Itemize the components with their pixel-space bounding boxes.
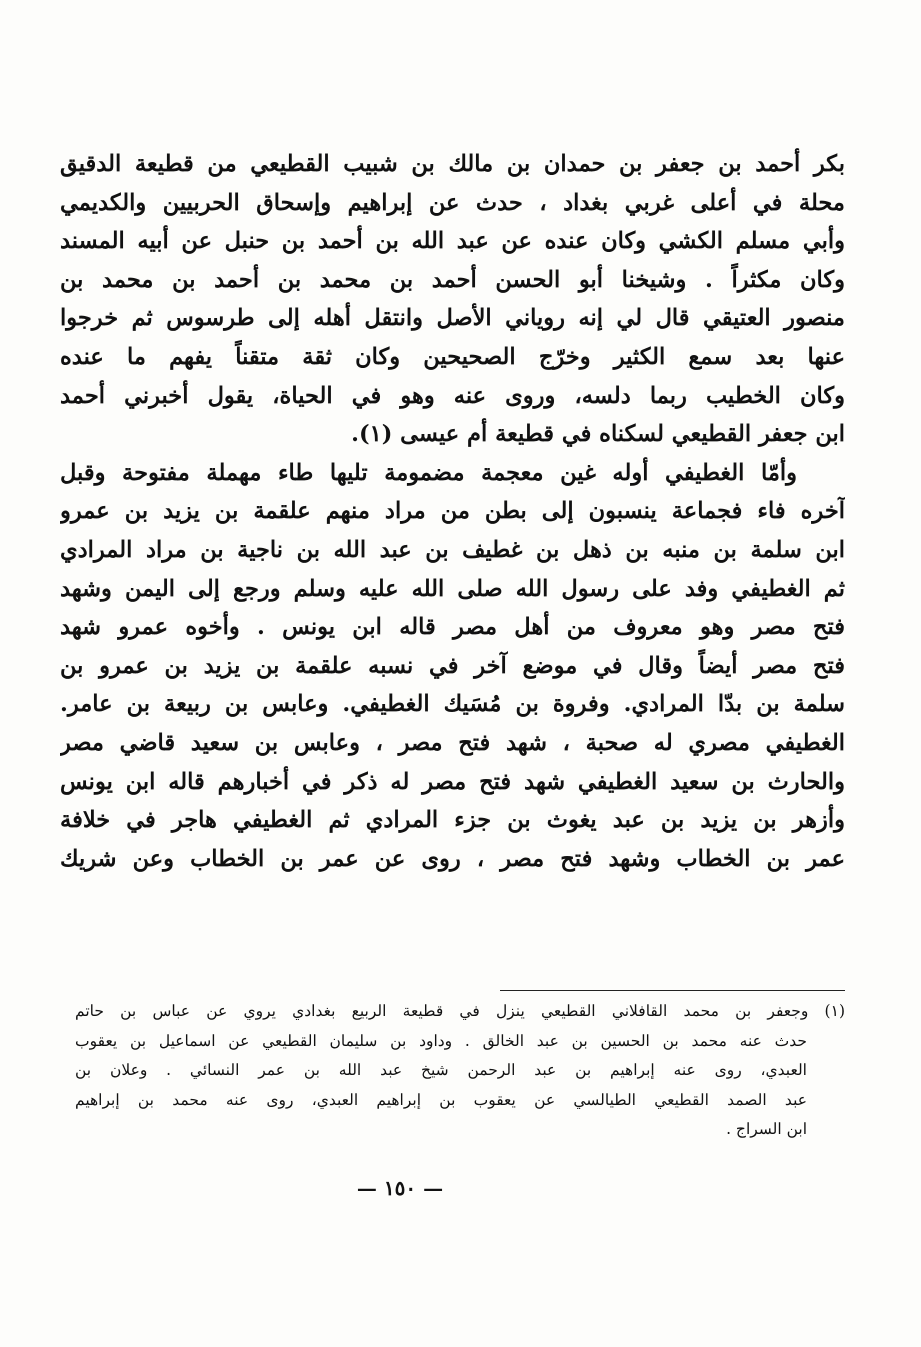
text-line: آخره فاء فجماعة ينسبون إلى بطن من مراد منهم علقمة بن يزيد بن عمرو xyxy=(60,498,845,525)
text-line: منصور العتيقي قال لي إنه روياني الأصل وانتقل أهله إلى طرسوس ثم خرجوا xyxy=(60,305,845,332)
footnotes-block xyxy=(75,997,845,1145)
footnote-line: ابن السراج . xyxy=(726,1120,807,1139)
text-line: سلمة بن بدّا المرادي. وفروة بن مُسَيك الغطيفي. وعابس بن ربيعة بن عامر. xyxy=(60,691,845,718)
text-line: عمر بن الخطاب وشهد فتح مصر ، روى عن عمر بن الخطاب وعن شريك xyxy=(60,845,845,872)
footnote-line: حدث عنه محمد بن الحسين بن عبد الخالق . وداود بن سليمان القطيعي عن اسماعيل بن يعقوب xyxy=(75,1031,807,1050)
text-line: محلة في أعلى غربي بغداد ، حدث عن إبراهيم وإسحاق الحربيين والكديمي xyxy=(60,189,845,216)
text-line: الغطيفي مصري له صحبة ، شهد فتح مصر ، وعابس بن سعيد قاضي مصر xyxy=(60,729,845,756)
page-number: — ١٥٠ — xyxy=(356,1176,444,1200)
text-line: ثم الغطيفي وفد على رسول الله صلى الله عليه وسلم ورجع إلى اليمن وشهد xyxy=(60,575,845,602)
footnote-line: (١) وجعفر بن محمد القافلاني القطيعي ينزل في قطيعة الربيع بغدادي يروي عن عباس بن حاتم xyxy=(75,1002,845,1020)
text-line: ابن جعفر القطيعي لسكناه في قطيعة أم عيسى (١). xyxy=(351,421,845,448)
text-line: ابن سلمة بن منبه بن ذهل بن غطيف بن عبد الله بن ناجية بن مراد المرادي xyxy=(60,536,845,563)
text-line: عنها بعد سمع الكثير وخرّج الصحيحين وكان ثقة متقناً يفهم ما عنده xyxy=(60,343,845,370)
text-line: وكان مكثراً . وشيخنا أبو الحسن أحمد بن محمد بن أحمد بن محمد بن xyxy=(60,266,845,293)
text-line: والحارث بن سعيد الغطيفي شهد فتح مصر له ذكر في أخبارهم قاله ابن يونس xyxy=(60,768,845,795)
text-line: بكر أحمد بن جعفر بن حمدان بن مالك بن شبيب القطيعي من قطيعة الدقيق xyxy=(60,151,845,177)
paragraph-first-line: وأمّا الغطيفي أوله غين معجمة مضمومة تليها طاء مهملة مفتوحة وقبل xyxy=(60,459,797,486)
text-line: وأزهر بن يزيد بن عبد يغوث بن جزء المرادي ثم الغطيفي هاجر في خلافة xyxy=(60,807,845,834)
footnote-line: عبد الصمد القطيعي الطيالسي عن يعقوب بن إبراهيم العبدي، روى عنه محمد بن إبراهيم xyxy=(75,1090,807,1109)
footnote-divider xyxy=(500,990,845,991)
text-line: وأبي مسلم الكشي وكان عنده عن عبد الله بن أحمد بن حنبل عن أبيه المسند xyxy=(60,228,845,255)
main-text-block xyxy=(60,145,845,878)
footnote-line: العبدي، روى عنه إبراهيم بن عبد الرحمن شيخ عبد الله بن عمر النسائي . وعلان بن xyxy=(75,1061,807,1080)
text-line: فتح مصر وهو معروف من أهل مصر قاله ابن يونس . وأخوه عمرو شهد xyxy=(60,614,845,641)
text-line: وكان الخطيب ربما دلسه، وروى عنه وهو في الحياة، يقول أخبرني أحمد xyxy=(60,382,845,409)
text-line: فتح مصر أيضاً وقال في موضع آخر في نسبه علقمة بن يزيد بن عمرو بن xyxy=(60,652,845,679)
